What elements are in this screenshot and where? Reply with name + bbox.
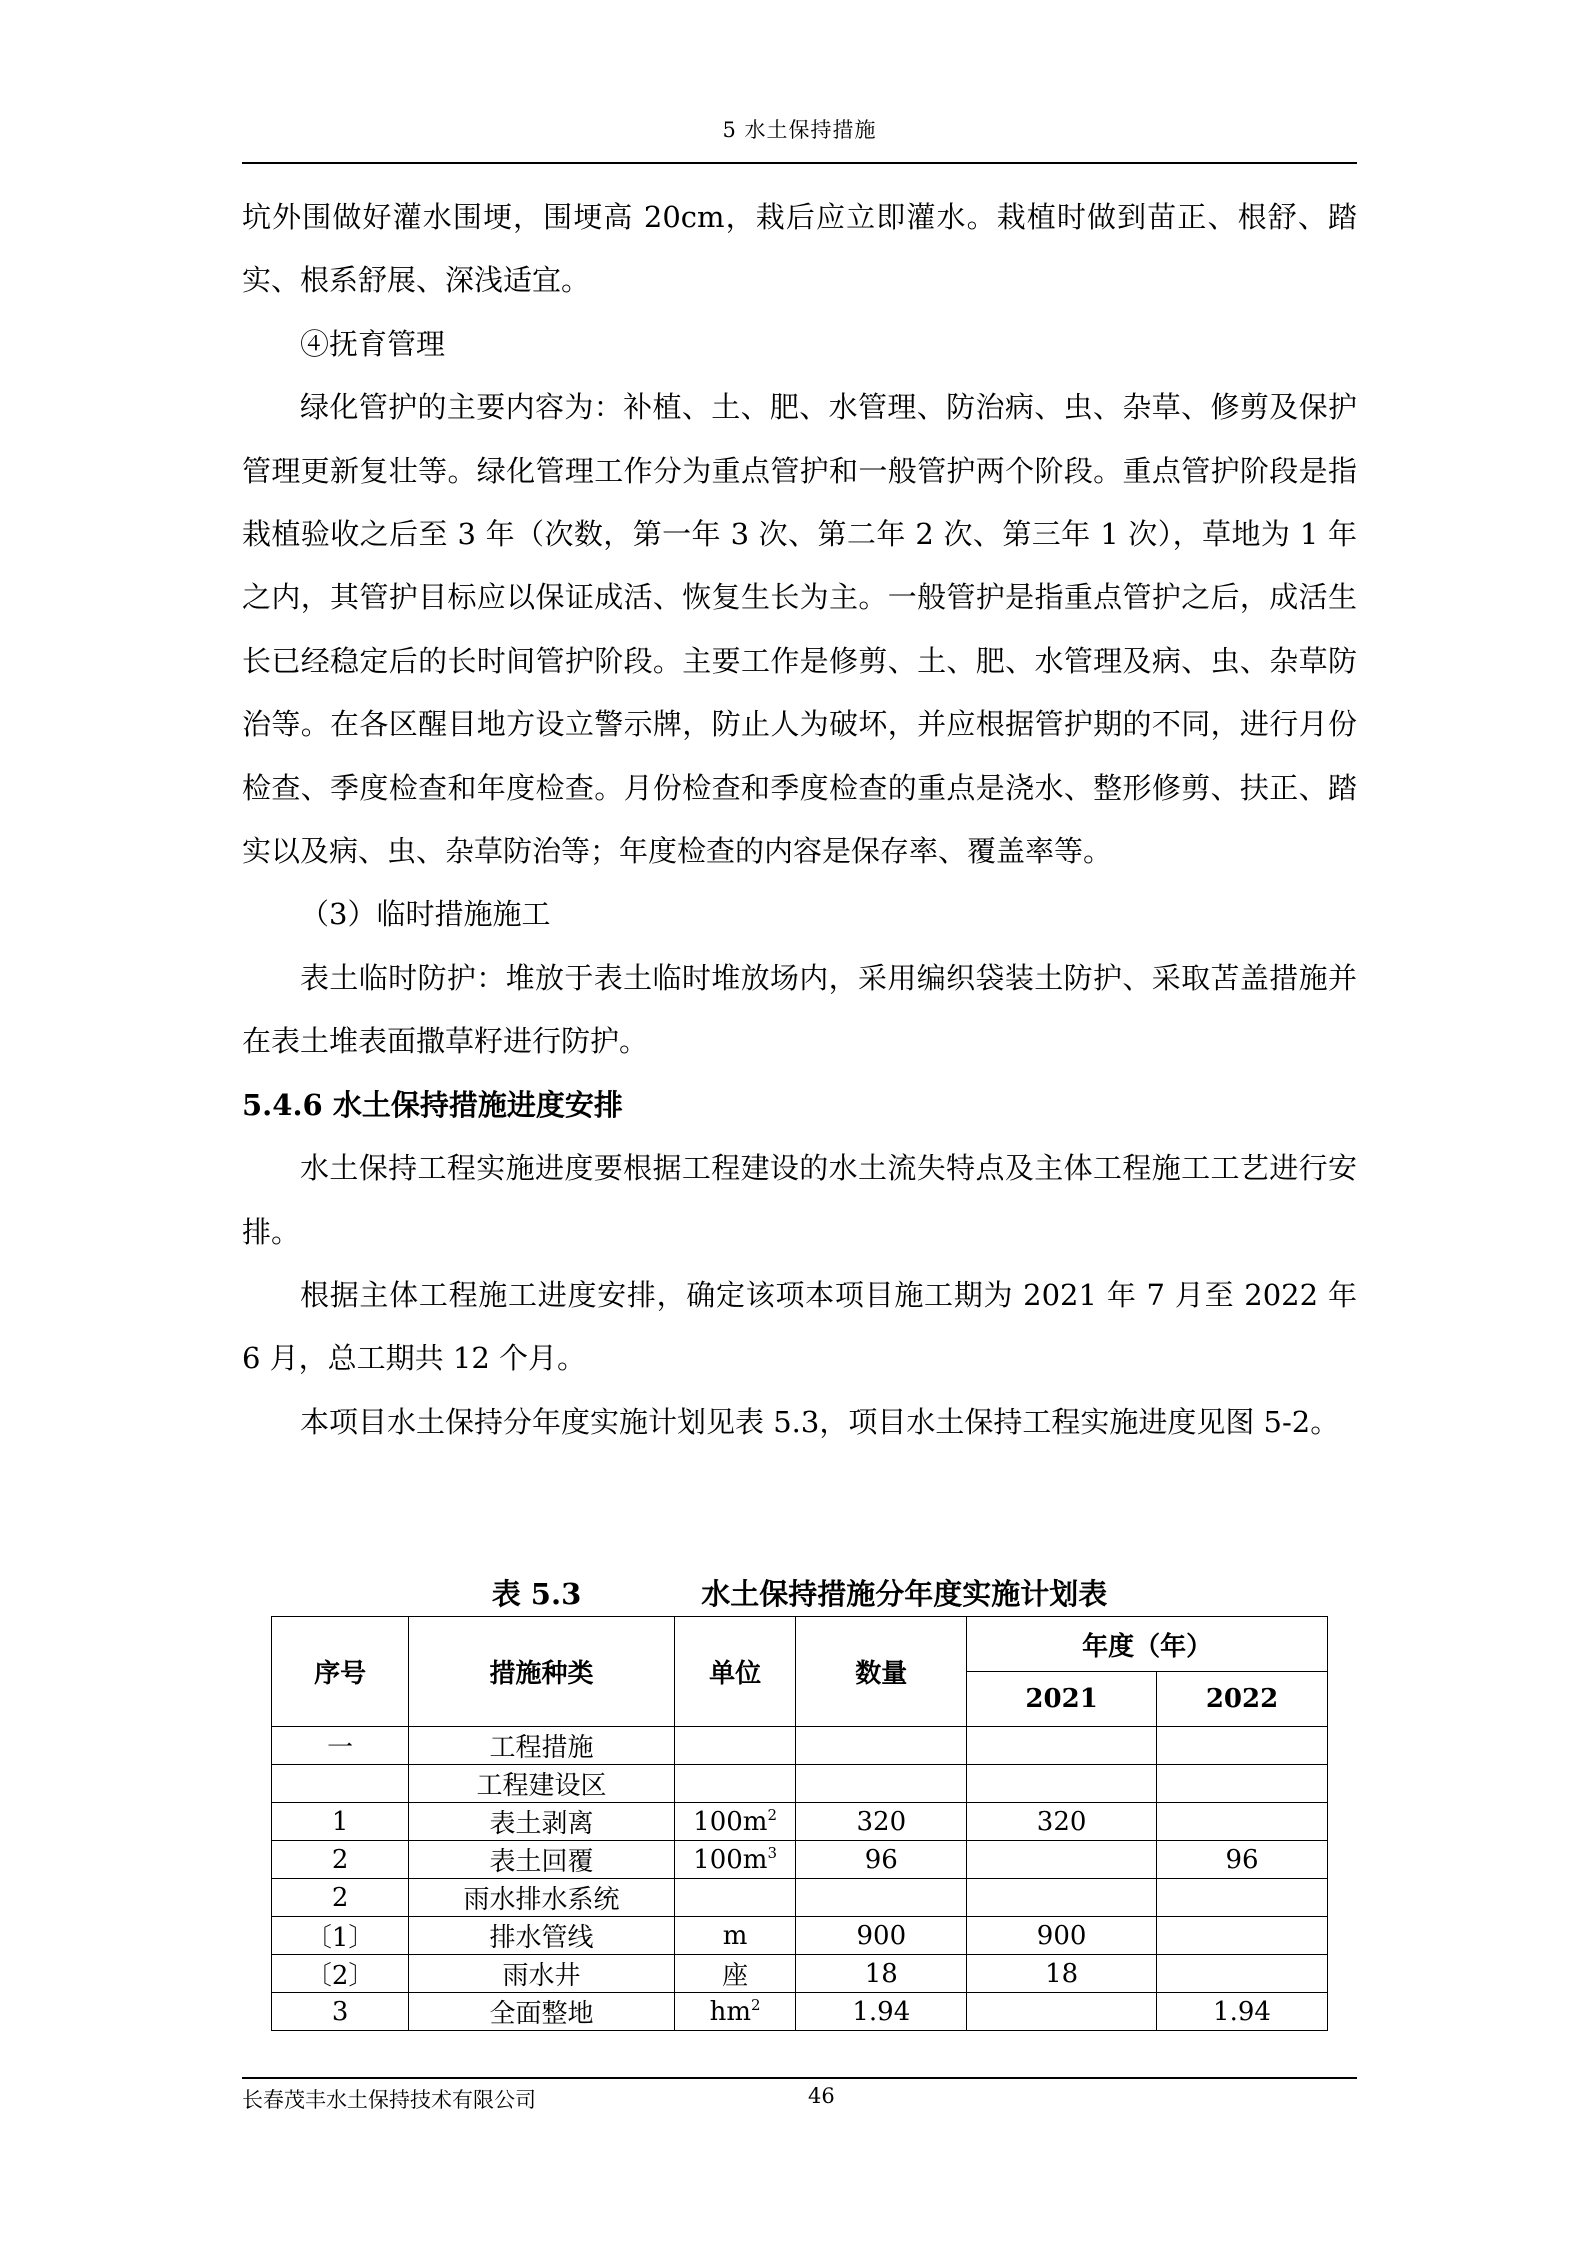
cell-year-2022: 96 <box>1157 1841 1328 1879</box>
header-unit: 单位 <box>674 1617 796 1727</box>
header-year-2022: 2022 <box>1157 1672 1328 1727</box>
cell-quantity: 1.94 <box>796 1993 967 2031</box>
table-caption <box>271 1572 1328 1613</box>
unit-base: 座 <box>722 1961 749 1991</box>
cell-year-2022: 1.94 <box>1157 1993 1328 2031</box>
table-caption-number: 表 5.3 <box>491 1577 582 1611</box>
header-quantity: 数量 <box>796 1617 967 1727</box>
paragraph: 绿化管护的主要内容为：补植、土、肥、水管理、防治病、虫、杂草、修剪及保护管理更新复壮等。绿化管理工作分为重点管护和一般管护两个阶段。重点管护阶段是指栽植验收之后至 3 年（次数，第一年 3 次、第二年 2 次、第三年 1 次），草地为 1 年之内，其管护目标应以保证成活、恢复生长为主。一般管护是指重点管护之后，成活生长已经稳定后的长时间管护阶段。主要工作是修剪、土、肥、水管理及病、虫、杂草防治等。在各区醒目地方设立警示牌，防止人为破坏，并应根据管护期的不同，进行月份检查、季度检查和年度检查。月份检查和季度检查的重点是浇水、整形修剪、扶正、踏实以及病、虫、杂草防治等；年度检查的内容是保存率、覆盖率等。 <box>242 390 1357 869</box>
cell-unit <box>674 1879 796 1917</box>
page-number: 46 <box>808 2084 835 2108</box>
cell-seq: 〔1〕 <box>272 1917 409 1955</box>
table-row <box>272 1917 1328 1955</box>
cell-unit <box>674 1803 796 1841</box>
unit-base: 100m <box>693 1844 768 1875</box>
footer-rule <box>242 2077 1357 2079</box>
cell-seq: 2 <box>272 1841 409 1879</box>
table-row <box>272 1841 1328 1879</box>
paragraph: 本项目水土保持分年度实施计划见表 5.3，项目水土保持工程实施进度见图 5-2。 <box>300 1404 1340 1439</box>
cell-measure-type: 全面整地 <box>409 1993 675 2031</box>
header-seq: 序号 <box>272 1617 409 1727</box>
header-year-group: 年度（年） <box>967 1617 1328 1672</box>
section-heading: 5.4.6 水土保持措施进度安排 <box>242 1087 623 1122</box>
cell-unit <box>674 1917 796 1955</box>
header-rule <box>242 162 1357 164</box>
table-row <box>272 1727 1328 1765</box>
subheading-nurture-management: ④抚育管理 <box>300 326 446 361</box>
table-row <box>272 1993 1328 2031</box>
paragraph: 表土临时防护：堆放于表土临时堆放场内，采用编织袋装土防护、采取苫盖措施并在表土堆表面撒草籽进行防护。 <box>242 960 1357 1059</box>
paragraph: 坑外围做好灌水围埂，围埂高 20cm，栽后应立即灌水。栽植时做到苗正、根舒、踏实、根系舒展、深浅适宜。 <box>242 200 1357 298</box>
cell-year-2021 <box>967 1993 1157 2031</box>
cell-quantity: 900 <box>796 1917 967 1955</box>
cell-seq: 一 <box>272 1727 409 1765</box>
cell-year-2022 <box>1157 1955 1328 1993</box>
cell-measure-type: 表土回覆 <box>409 1841 675 1879</box>
cell-measure-type: 雨水排水系统 <box>409 1879 675 1917</box>
unit-base: m <box>722 1920 748 1951</box>
unit-exponent: 3 <box>767 1843 777 1862</box>
cell-seq: 1 <box>272 1803 409 1841</box>
cell-quantity: 18 <box>796 1955 967 1993</box>
unit-exponent: 2 <box>767 1805 777 1824</box>
cell-measure-type: 排水管线 <box>409 1917 675 1955</box>
cell-year-2021 <box>967 1727 1157 1765</box>
cell-quantity <box>796 1765 967 1803</box>
cell-unit <box>674 1993 796 2031</box>
cell-year-2021 <box>967 1841 1157 1879</box>
cell-unit <box>674 1841 796 1879</box>
cell-seq: 〔2〕 <box>272 1955 409 1993</box>
cell-year-2021: 320 <box>967 1803 1157 1841</box>
cell-unit <box>674 1727 796 1765</box>
cell-seq: 3 <box>272 1993 409 2031</box>
cell-measure-type: 雨水井 <box>409 1955 675 1993</box>
table-row <box>272 1879 1328 1917</box>
table-row <box>272 1803 1328 1841</box>
cell-year-2021 <box>967 1765 1157 1803</box>
cell-quantity: 96 <box>796 1841 967 1879</box>
cell-measure-type: 表土剥离 <box>409 1803 675 1841</box>
page-header: 5 水土保持措施 <box>722 118 877 142</box>
cell-seq <box>272 1765 409 1803</box>
cell-year-2021 <box>967 1879 1157 1917</box>
unit-exponent: 2 <box>751 1995 761 2014</box>
cell-measure-type: 工程建设区 <box>409 1765 675 1803</box>
cell-year-2022 <box>1157 1803 1328 1841</box>
cell-measure-type: 工程措施 <box>409 1727 675 1765</box>
unit-base: 100m <box>693 1806 768 1837</box>
cell-quantity <box>796 1879 967 1917</box>
footer-company: 长春茂丰水土保持技术有限公司 <box>242 2088 536 2112</box>
subheading-temporary-measures: （3）临时措施施工 <box>300 897 551 932</box>
unit-base: hm <box>709 1996 752 2027</box>
cell-quantity: 320 <box>796 1803 967 1841</box>
body-text <box>242 186 1357 1454</box>
paragraph: 水土保持工程实施进度要根据工程建设的水土流失特点及主体工程施工工艺进行安排。 <box>242 1151 1357 1249</box>
cell-year-2022 <box>1157 1765 1328 1803</box>
cell-unit <box>674 1955 796 1993</box>
table-row <box>272 1955 1328 1993</box>
cell-year-2022 <box>1157 1727 1328 1765</box>
table-body <box>272 1727 1328 2031</box>
cell-year-2022 <box>1157 1879 1328 1917</box>
cell-quantity <box>796 1727 967 1765</box>
header-year-2021: 2021 <box>967 1672 1157 1727</box>
cell-seq: 2 <box>272 1879 409 1917</box>
table-caption-title: 水土保持措施分年度实施计划表 <box>701 1577 1108 1611</box>
annual-plan-table <box>271 1616 1328 2031</box>
paragraph: 根据主体工程施工进度安排，确定该项本项目施工期为 2021 年 7 月至 2022 年 6 月，总工期共 12 个月。 <box>242 1277 1357 1376</box>
cell-year-2022 <box>1157 1917 1328 1955</box>
cell-year-2021: 18 <box>967 1955 1157 1993</box>
cell-year-2021: 900 <box>967 1917 1157 1955</box>
header-measure-type: 措施种类 <box>409 1617 675 1727</box>
table-row <box>272 1765 1328 1803</box>
cell-unit <box>674 1765 796 1803</box>
